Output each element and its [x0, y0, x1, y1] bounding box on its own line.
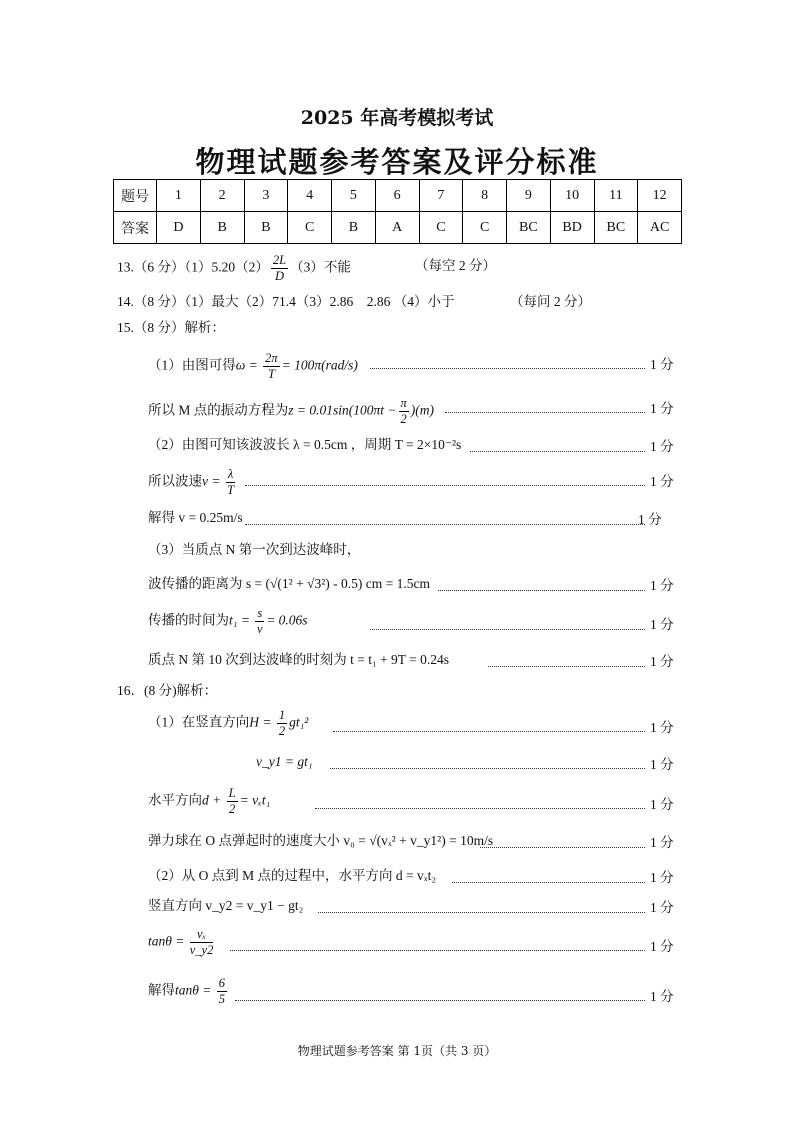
score-label: 1 分: [650, 578, 674, 593]
q13-fraction: $\frac{2L}{D}$: [272, 253, 287, 283]
score-label: 1 分: [650, 720, 674, 735]
q14-line: 14.（8 分）（1）最大（2）71.4（3）2.86 2.86 （4）小于: [117, 294, 455, 309]
score-label: 1 分: [650, 474, 674, 489]
question-number-cell: 5: [332, 180, 376, 212]
question-number-cell: 11: [594, 180, 638, 212]
leader-dots: [452, 882, 645, 883]
leader-dots: [318, 912, 645, 913]
q15-line5: 解得 v = 0.25m/s: [148, 510, 243, 525]
q15-heading: 15.（8 分）解析：: [117, 320, 225, 335]
score-label: 1 分: [650, 654, 674, 669]
leader-dots: [245, 485, 645, 486]
leader-dots: [370, 368, 645, 369]
score-label: 1 分: [650, 617, 674, 632]
question-number-cell: 8: [463, 180, 507, 212]
score-label: 1 分: [650, 835, 674, 850]
q13-line: [117, 253, 351, 284]
answer-key-title: 物理试题参考答案及评分标准: [195, 145, 599, 179]
leader-dots: [245, 524, 645, 525]
q15-line9: 质点 N 第 10 次到达波峰的时刻为 t = t₁ + 9T = 0.24s: [148, 652, 450, 667]
q15-line2: 所以 M 点的振动方程为z = 0.01sin(100πt − $\frac{\pi}{2}$ )(m): [148, 396, 435, 426]
q16-line6: 竖直方向 v_y2 = v_y1 − gt₂: [148, 898, 304, 913]
leader-dots: [445, 412, 645, 413]
question-number-cell: 3: [244, 180, 288, 212]
question-number-cell: 4: [288, 180, 332, 212]
answer-cell: AC: [638, 212, 682, 244]
score-label: 1 分: [650, 757, 674, 772]
q13-after: （3）不能: [290, 259, 351, 275]
score-label: 1 分: [650, 900, 674, 915]
leader-dots: [370, 629, 645, 630]
q16-line8: 解得tanθ = $\frac{6}{5}$: [148, 976, 225, 1006]
answer-cell: C: [288, 212, 332, 244]
q15-line1: （1）由图可得ω = $\frac{2\pi}{T}$ = 100π(rad/s): [148, 351, 358, 381]
question-number-cell: 6: [375, 180, 419, 212]
answer-cell: C: [463, 212, 507, 244]
q16-line1: （1）在竖直方向H = $\frac{1}{2}$ gt₁²: [148, 708, 309, 738]
answer-cell: C: [419, 212, 463, 244]
q16-line3: 水平方向d + $\frac{L}{2}$ = vₓt₁: [148, 786, 271, 816]
q16-line2: v_y1 = gt₁: [256, 754, 313, 769]
leader-dots: [470, 451, 645, 452]
q13-prefix: 13.（6 分）（1）5.20（2）: [117, 259, 269, 275]
score-label: 1 分: [650, 401, 674, 416]
q16-heading: 16．(8 分)解析：: [117, 683, 218, 698]
question-number-row: [114, 180, 682, 212]
score-label: 1 分: [638, 512, 662, 527]
leader-dots: [438, 590, 645, 591]
answer-table: [113, 179, 682, 244]
leader-dots: [488, 666, 645, 667]
question-number-cell: 1: [157, 180, 201, 212]
answer-cell: B: [244, 212, 288, 244]
answer-cell: BC: [594, 212, 638, 244]
leader-dots: [480, 847, 645, 848]
question-number-cell: 12: [638, 180, 682, 212]
question-number-cell: 10: [550, 180, 594, 212]
answer-cell: B: [200, 212, 244, 244]
answer-cell: A: [375, 212, 419, 244]
answer-cell: BC: [507, 212, 551, 244]
q13-note: （每空 2 分）: [415, 258, 496, 273]
q15-line6: （3）当质点 N 第一次到达波峰时，: [148, 542, 361, 557]
score-label: 1 分: [650, 439, 674, 454]
q16-line5: （2）从 O 点到 M 点的过程中，水平方向 d = vₓt₂: [148, 868, 437, 883]
leader-dots: [333, 731, 645, 732]
q15-line8: 传播的时间为t₁ = $\frac{s}{v}$ = 0.06s: [148, 606, 308, 636]
row-label-question: 题号: [114, 180, 157, 212]
q14-note: （每问 2 分）: [510, 294, 591, 309]
q15-line4: 所以波速v = $\frac{\lambda}{T}$: [148, 467, 235, 497]
answer-cell: D: [157, 212, 201, 244]
leader-dots: [230, 950, 645, 951]
question-number-cell: 7: [419, 180, 463, 212]
q15-line7: 波传播的距离为 s = (√(1² + √3²) - 0.5) cm = 1.5cm: [148, 576, 430, 591]
leader-dots: [330, 768, 645, 769]
score-label: 1 分: [650, 939, 674, 954]
row-label-answer: 答案: [114, 212, 157, 244]
score-label: 1 分: [650, 870, 674, 885]
answer-cell: B: [332, 212, 376, 244]
score-label: 1 分: [650, 357, 674, 372]
q16-line4: 弹力球在 O 点弹起时的速度大小 v₀ = √(vₓ² + v_y1²) = 10m/s: [148, 833, 494, 848]
score-label: 1 分: [650, 989, 674, 1004]
q15-line3: （2）由图可知该波波长 λ = 0.5cm ，周期 T = 2×10⁻²s: [148, 437, 462, 452]
question-number-cell: 9: [507, 180, 551, 212]
answer-row: [114, 212, 682, 244]
answer-cell: BD: [550, 212, 594, 244]
leader-dots: [235, 1000, 645, 1001]
score-label: 1 分: [650, 797, 674, 812]
exam-title: 2025 年高考模拟考试: [300, 107, 494, 129]
q16-line7: tanθ = $\frac{\text{vₓ}}{v\_y2}$: [148, 927, 214, 957]
leader-dots: [315, 808, 645, 809]
question-number-cell: 2: [200, 180, 244, 212]
page-footer: 物理试题参考答案 第 1页（共 3 页）: [297, 1044, 497, 1058]
